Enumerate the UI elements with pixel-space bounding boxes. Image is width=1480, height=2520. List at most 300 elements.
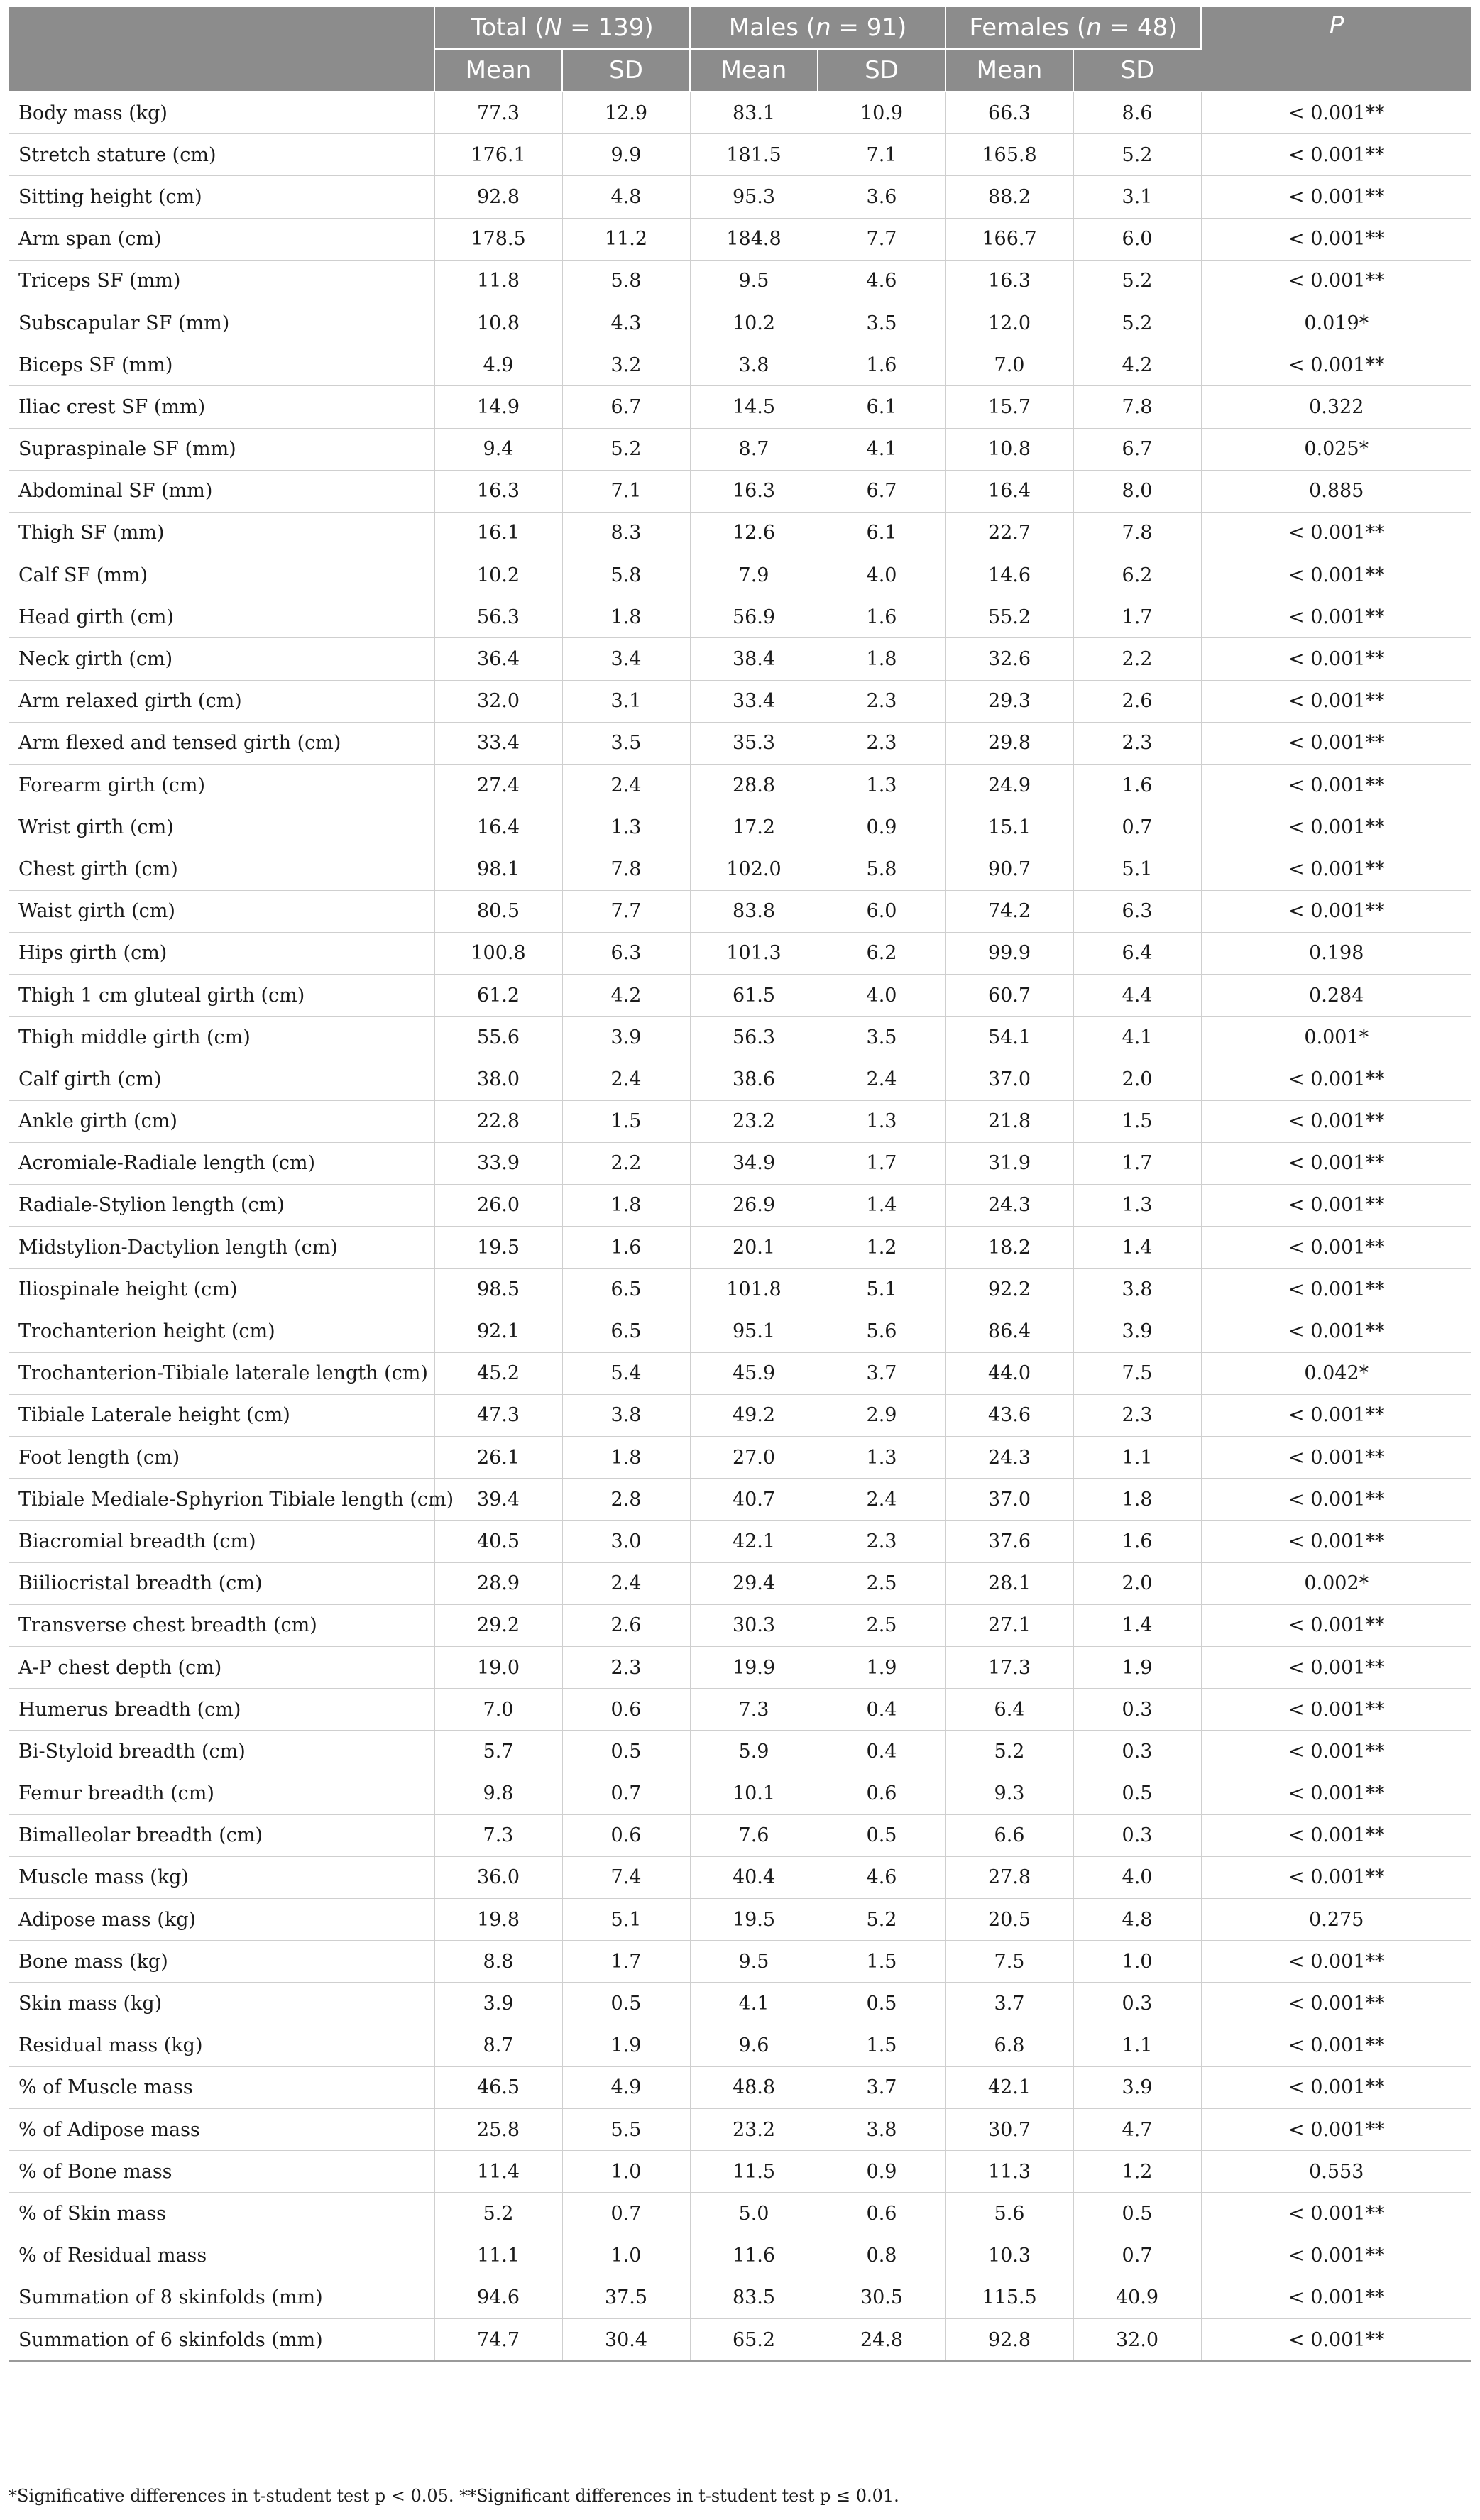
total-sd-cell: 2.4 — [562, 1058, 690, 1100]
total-sd-cell: 1.6 — [562, 1227, 690, 1269]
table-row — [9, 2066, 1471, 2108]
row-label-cell: Subscapular SF (mm) — [9, 302, 434, 344]
header-group-total: Total (N = 139) — [434, 7, 690, 49]
total-sd-cell: 7.8 — [562, 848, 690, 890]
females-sd-cell: 1.4 — [1073, 1604, 1201, 1646]
header-total-sd: SD — [562, 49, 690, 92]
total-mean-cell: 8.7 — [434, 2025, 562, 2066]
males-sd-cell: 2.9 — [818, 1394, 945, 1436]
total-sd-cell: 7.1 — [562, 470, 690, 512]
males-sd-cell: 0.4 — [818, 1731, 945, 1773]
table-row — [9, 2151, 1471, 2193]
total-mean-cell: 4.9 — [434, 344, 562, 386]
females-sd-cell: 1.1 — [1073, 1437, 1201, 1479]
total-sd-cell: 3.0 — [562, 1521, 690, 1562]
total-sd-cell: 9.9 — [562, 134, 690, 176]
p-value-cell: < 0.001** — [1201, 260, 1471, 302]
row-label-cell: Triceps SF (mm) — [9, 260, 434, 302]
males-sd-cell: 1.5 — [818, 2025, 945, 2066]
females-sd-cell: 1.2 — [1073, 2151, 1201, 2193]
females-sd-cell: 3.9 — [1073, 1310, 1201, 1352]
females-mean-cell: 21.8 — [945, 1100, 1073, 1142]
males-sd-cell: 2.5 — [818, 1562, 945, 1604]
total-sd-cell: 1.8 — [562, 1184, 690, 1226]
row-label-cell: Stretch stature (cm) — [9, 134, 434, 176]
females-sd-cell: 4.8 — [1073, 1899, 1201, 1941]
females-sd-cell: 5.2 — [1073, 260, 1201, 302]
row-label-cell: Summation of 8 skinfolds (mm) — [9, 2277, 434, 2318]
table-row — [9, 932, 1471, 974]
males-sd-cell: 1.9 — [818, 1646, 945, 1688]
p-value-cell: 0.275 — [1201, 1899, 1471, 1941]
row-label-cell: % of Muscle mass — [9, 2066, 434, 2108]
total-sd-cell: 4.9 — [562, 2066, 690, 2108]
females-sd-cell: 4.2 — [1073, 344, 1201, 386]
males-sd-cell: 0.9 — [818, 806, 945, 848]
total-mean-cell: 19.8 — [434, 1899, 562, 1941]
row-label-cell: Abdominal SF (mm) — [9, 470, 434, 512]
p-value-cell: < 0.001** — [1201, 134, 1471, 176]
header-females-sd: SD — [1073, 49, 1201, 92]
p-value-cell: < 0.001** — [1201, 1437, 1471, 1479]
total-mean-cell: 55.6 — [434, 1017, 562, 1058]
females-mean-cell: 15.1 — [945, 806, 1073, 848]
females-sd-cell: 0.5 — [1073, 1773, 1201, 1814]
row-label-cell: Tibiale Mediale-Sphyrion Tibiale length (cm) — [9, 1479, 434, 1521]
row-label-cell: Arm span (cm) — [9, 218, 434, 260]
p-value-cell: < 0.001** — [1201, 1856, 1471, 1898]
p-value-cell: < 0.001** — [1201, 1521, 1471, 1562]
females-mean-cell: 5.2 — [945, 1731, 1073, 1773]
females-sd-cell: 0.3 — [1073, 1689, 1201, 1731]
males-mean-cell: 28.8 — [690, 765, 818, 806]
table-row — [9, 638, 1471, 680]
row-label-cell: Biiliocristal breadth (cm) — [9, 1562, 434, 1604]
males-sd-cell: 3.7 — [818, 2066, 945, 2108]
header-blank-cell — [9, 7, 434, 92]
females-mean-cell: 9.3 — [945, 1773, 1073, 1814]
table-row — [9, 1731, 1471, 1773]
males-sd-cell: 7.7 — [818, 218, 945, 260]
table-row — [9, 302, 1471, 344]
females-mean-cell: 88.2 — [945, 176, 1073, 218]
total-sd-cell: 1.0 — [562, 2151, 690, 2193]
males-mean-cell: 48.8 — [690, 2066, 818, 2108]
females-sd-cell: 8.0 — [1073, 470, 1201, 512]
row-label-cell: Arm flexed and tensed girth (cm) — [9, 722, 434, 764]
females-mean-cell: 31.9 — [945, 1142, 1073, 1184]
total-mean-cell: 7.0 — [434, 1689, 562, 1731]
females-mean-cell: 14.6 — [945, 554, 1073, 596]
females-mean-cell: 37.0 — [945, 1479, 1073, 1521]
row-label-cell: Ankle girth (cm) — [9, 1100, 434, 1142]
females-mean-cell: 27.1 — [945, 1604, 1073, 1646]
total-sd-cell: 3.1 — [562, 680, 690, 722]
males-mean-cell: 42.1 — [690, 1521, 818, 1562]
table-row — [9, 1479, 1471, 1521]
males-sd-cell: 3.5 — [818, 1017, 945, 1058]
males-mean-cell: 9.5 — [690, 260, 818, 302]
males-sd-cell: 3.6 — [818, 176, 945, 218]
females-sd-cell: 4.4 — [1073, 974, 1201, 1016]
total-mean-cell: 33.4 — [434, 722, 562, 764]
table-row — [9, 2235, 1471, 2277]
males-sd-cell: 5.1 — [818, 1269, 945, 1310]
table-row — [9, 2193, 1471, 2235]
p-value-cell: < 0.001** — [1201, 554, 1471, 596]
females-mean-cell: 22.7 — [945, 512, 1073, 554]
table-row — [9, 2318, 1471, 2361]
females-mean-cell: 24.3 — [945, 1184, 1073, 1226]
table-row — [9, 1394, 1471, 1436]
males-mean-cell: 56.9 — [690, 596, 818, 638]
males-sd-cell: 2.4 — [818, 1479, 945, 1521]
total-mean-cell: 5.2 — [434, 2193, 562, 2235]
table-row — [9, 1310, 1471, 1352]
table-row — [9, 1269, 1471, 1310]
females-sd-cell: 2.3 — [1073, 722, 1201, 764]
p-value-cell: < 0.001** — [1201, 1604, 1471, 1646]
males-mean-cell: 19.5 — [690, 1899, 818, 1941]
females-sd-cell: 4.0 — [1073, 1856, 1201, 1898]
total-sd-cell: 4.2 — [562, 974, 690, 1016]
males-mean-cell: 7.9 — [690, 554, 818, 596]
males-sd-cell: 4.0 — [818, 554, 945, 596]
males-mean-cell: 35.3 — [690, 722, 818, 764]
total-mean-cell: 27.4 — [434, 765, 562, 806]
p-value-cell: < 0.001** — [1201, 1184, 1471, 1226]
males-mean-cell: 26.9 — [690, 1184, 818, 1226]
males-mean-cell: 20.1 — [690, 1227, 818, 1269]
females-sd-cell: 4.1 — [1073, 1017, 1201, 1058]
females-mean-cell: 20.5 — [945, 1899, 1073, 1941]
table-row — [9, 386, 1471, 428]
females-sd-cell: 3.8 — [1073, 1269, 1201, 1310]
males-sd-cell: 2.3 — [818, 722, 945, 764]
p-value-cell: < 0.001** — [1201, 2066, 1471, 2108]
females-sd-cell: 1.3 — [1073, 1184, 1201, 1226]
males-sd-cell: 10.9 — [818, 92, 945, 134]
total-sd-cell: 5.2 — [562, 428, 690, 470]
males-sd-cell: 5.8 — [818, 848, 945, 890]
total-sd-cell: 11.2 — [562, 218, 690, 260]
total-sd-cell: 2.2 — [562, 1142, 690, 1184]
males-sd-cell: 1.5 — [818, 1941, 945, 1983]
total-sd-cell: 0.7 — [562, 1773, 690, 1814]
males-mean-cell: 95.1 — [690, 1310, 818, 1352]
p-value-cell: < 0.001** — [1201, 806, 1471, 848]
females-mean-cell: 27.8 — [945, 1856, 1073, 1898]
females-mean-cell: 15.7 — [945, 386, 1073, 428]
total-mean-cell: 92.8 — [434, 176, 562, 218]
row-label-cell: A-P chest depth (cm) — [9, 1646, 434, 1688]
table-row — [9, 92, 1471, 134]
males-sd-cell: 24.8 — [818, 2318, 945, 2361]
total-mean-cell: 46.5 — [434, 2066, 562, 2108]
total-mean-cell: 176.1 — [434, 134, 562, 176]
row-label-cell: Trochanterion-Tibiale laterale length (cm) — [9, 1352, 434, 1394]
total-mean-cell: 56.3 — [434, 596, 562, 638]
total-mean-cell: 47.3 — [434, 1394, 562, 1436]
total-mean-cell: 38.0 — [434, 1058, 562, 1100]
row-label-cell: Arm relaxed girth (cm) — [9, 680, 434, 722]
table-row — [9, 974, 1471, 1016]
total-mean-cell: 19.0 — [434, 1646, 562, 1688]
males-mean-cell: 34.9 — [690, 1142, 818, 1184]
p-value-cell: < 0.001** — [1201, 218, 1471, 260]
total-sd-cell: 6.5 — [562, 1269, 690, 1310]
females-sd-cell: 8.6 — [1073, 92, 1201, 134]
table-row — [9, 1814, 1471, 1856]
header-group-females: Females (n = 48) — [945, 7, 1201, 49]
total-mean-cell: 11.4 — [434, 2151, 562, 2193]
table-row — [9, 2109, 1471, 2151]
table-row — [9, 1437, 1471, 1479]
males-mean-cell: 23.2 — [690, 1100, 818, 1142]
males-mean-cell: 16.3 — [690, 470, 818, 512]
p-value-cell: < 0.001** — [1201, 1142, 1471, 1184]
males-mean-cell: 49.2 — [690, 1394, 818, 1436]
males-mean-cell: 95.3 — [690, 176, 818, 218]
males-mean-cell: 10.1 — [690, 1773, 818, 1814]
total-sd-cell: 3.4 — [562, 638, 690, 680]
table-row — [9, 1017, 1471, 1058]
females-mean-cell: 29.8 — [945, 722, 1073, 764]
total-sd-cell: 5.5 — [562, 2109, 690, 2151]
males-mean-cell: 3.8 — [690, 344, 818, 386]
total-sd-cell: 2.4 — [562, 1562, 690, 1604]
males-mean-cell: 11.6 — [690, 2235, 818, 2277]
females-mean-cell: 29.3 — [945, 680, 1073, 722]
females-mean-cell: 37.6 — [945, 1521, 1073, 1562]
row-label-cell: Supraspinale SF (mm) — [9, 428, 434, 470]
males-mean-cell: 184.8 — [690, 218, 818, 260]
row-label-cell: Body mass (kg) — [9, 92, 434, 134]
total-sd-cell: 1.9 — [562, 2025, 690, 2066]
total-sd-cell: 1.5 — [562, 1100, 690, 1142]
females-sd-cell: 7.8 — [1073, 386, 1201, 428]
total-mean-cell: 98.5 — [434, 1269, 562, 1310]
males-mean-cell: 27.0 — [690, 1437, 818, 1479]
total-sd-cell: 12.9 — [562, 92, 690, 134]
p-value-cell: < 0.001** — [1201, 1814, 1471, 1856]
males-sd-cell: 1.8 — [818, 638, 945, 680]
p-value-cell: 0.025* — [1201, 428, 1471, 470]
p-value-cell: 0.019* — [1201, 302, 1471, 344]
females-sd-cell: 3.1 — [1073, 176, 1201, 218]
p-value-cell: < 0.001** — [1201, 2318, 1471, 2361]
males-sd-cell: 6.1 — [818, 386, 945, 428]
row-label-cell: Waist girth (cm) — [9, 890, 434, 932]
males-sd-cell: 3.7 — [818, 1352, 945, 1394]
table-body — [9, 92, 1471, 2361]
females-sd-cell: 5.1 — [1073, 848, 1201, 890]
total-sd-cell: 1.0 — [562, 2235, 690, 2277]
p-value-cell: < 0.001** — [1201, 1689, 1471, 1731]
females-sd-cell: 0.7 — [1073, 806, 1201, 848]
males-mean-cell: 83.5 — [690, 2277, 818, 2318]
table-row — [9, 806, 1471, 848]
females-mean-cell: 54.1 — [945, 1017, 1073, 1058]
males-mean-cell: 30.3 — [690, 1604, 818, 1646]
males-mean-cell: 45.9 — [690, 1352, 818, 1394]
total-mean-cell: 36.4 — [434, 638, 562, 680]
p-value-cell: < 0.001** — [1201, 1058, 1471, 1100]
p-value-cell: < 0.001** — [1201, 1310, 1471, 1352]
females-mean-cell: 28.1 — [945, 1562, 1073, 1604]
p-value-cell: < 0.001** — [1201, 1100, 1471, 1142]
total-sd-cell: 1.3 — [562, 806, 690, 848]
row-label-cell: Acromiale-Radiale length (cm) — [9, 1142, 434, 1184]
table-row — [9, 1184, 1471, 1226]
females-sd-cell: 1.8 — [1073, 1479, 1201, 1521]
total-mean-cell: 14.9 — [434, 386, 562, 428]
males-sd-cell: 1.3 — [818, 1437, 945, 1479]
row-label-cell: Residual mass (kg) — [9, 2025, 434, 2066]
total-mean-cell: 32.0 — [434, 680, 562, 722]
p-value-cell: < 0.001** — [1201, 1269, 1471, 1310]
total-mean-cell: 45.2 — [434, 1352, 562, 1394]
total-sd-cell: 0.5 — [562, 1731, 690, 1773]
table-row — [9, 260, 1471, 302]
females-mean-cell: 16.4 — [945, 470, 1073, 512]
females-sd-cell: 5.2 — [1073, 302, 1201, 344]
males-mean-cell: 5.9 — [690, 1731, 818, 1773]
table-row — [9, 680, 1471, 722]
females-mean-cell: 74.2 — [945, 890, 1073, 932]
females-mean-cell: 12.0 — [945, 302, 1073, 344]
row-label-cell: Iliac crest SF (mm) — [9, 386, 434, 428]
females-mean-cell: 37.0 — [945, 1058, 1073, 1100]
row-label-cell: Bimalleolar breadth (cm) — [9, 1814, 434, 1856]
males-sd-cell: 0.4 — [818, 1689, 945, 1731]
p-value-cell: < 0.001** — [1201, 1941, 1471, 1983]
males-sd-cell: 1.3 — [818, 1100, 945, 1142]
males-mean-cell: 102.0 — [690, 848, 818, 890]
total-mean-cell: 28.9 — [434, 1562, 562, 1604]
females-mean-cell: 92.8 — [945, 2318, 1073, 2361]
p-value-cell: < 0.001** — [1201, 1394, 1471, 1436]
females-mean-cell: 55.2 — [945, 596, 1073, 638]
p-value-cell: 0.885 — [1201, 470, 1471, 512]
row-label-cell: Head girth (cm) — [9, 596, 434, 638]
row-label-cell: Biceps SF (mm) — [9, 344, 434, 386]
total-sd-cell: 4.8 — [562, 176, 690, 218]
table-row — [9, 765, 1471, 806]
row-label-cell: Neck girth (cm) — [9, 638, 434, 680]
males-sd-cell: 0.6 — [818, 2193, 945, 2235]
total-mean-cell: 40.5 — [434, 1521, 562, 1562]
table-row — [9, 1689, 1471, 1731]
females-mean-cell: 18.2 — [945, 1227, 1073, 1269]
table-row — [9, 1604, 1471, 1646]
table-row — [9, 848, 1471, 890]
row-label-cell: Wrist girth (cm) — [9, 806, 434, 848]
females-sd-cell: 6.2 — [1073, 554, 1201, 596]
table-row — [9, 890, 1471, 932]
females-sd-cell: 6.3 — [1073, 890, 1201, 932]
males-sd-cell: 6.1 — [818, 512, 945, 554]
males-sd-cell: 5.6 — [818, 1310, 945, 1352]
total-sd-cell: 6.5 — [562, 1310, 690, 1352]
males-mean-cell: 101.8 — [690, 1269, 818, 1310]
total-sd-cell: 2.6 — [562, 1604, 690, 1646]
males-sd-cell: 7.1 — [818, 134, 945, 176]
table-footnote: *Significative differences in t-student test p < 0.05. **Significant differences in t-student test p ≤ 0.01. — [9, 2486, 899, 2506]
females-mean-cell: 10.8 — [945, 428, 1073, 470]
females-sd-cell: 0.7 — [1073, 2235, 1201, 2277]
row-label-cell: Chest girth (cm) — [9, 848, 434, 890]
row-label-cell: Midstylion-Dactylion length (cm) — [9, 1227, 434, 1269]
row-label-cell: Biacromial breadth (cm) — [9, 1521, 434, 1562]
females-sd-cell: 2.2 — [1073, 638, 1201, 680]
row-label-cell: Adipose mass (kg) — [9, 1899, 434, 1941]
total-sd-cell: 1.8 — [562, 596, 690, 638]
total-mean-cell: 11.1 — [434, 2235, 562, 2277]
row-label-cell: Radiale-Stylion length (cm) — [9, 1184, 434, 1226]
females-mean-cell: 5.6 — [945, 2193, 1073, 2235]
males-mean-cell: 29.4 — [690, 1562, 818, 1604]
table-row — [9, 470, 1471, 512]
males-mean-cell: 83.8 — [690, 890, 818, 932]
total-mean-cell: 8.8 — [434, 1941, 562, 1983]
p-value-cell: < 0.001** — [1201, 2109, 1471, 2151]
females-mean-cell: 6.4 — [945, 1689, 1073, 1731]
males-sd-cell: 2.3 — [818, 680, 945, 722]
table-row — [9, 428, 1471, 470]
row-label-cell: % of Bone mass — [9, 2151, 434, 2193]
total-mean-cell: 61.2 — [434, 974, 562, 1016]
total-sd-cell: 7.7 — [562, 890, 690, 932]
p-value-cell: < 0.001** — [1201, 890, 1471, 932]
p-value-cell: < 0.001** — [1201, 2025, 1471, 2066]
p-value-cell: < 0.001** — [1201, 92, 1471, 134]
males-mean-cell: 17.2 — [690, 806, 818, 848]
p-value-cell: < 0.001** — [1201, 512, 1471, 554]
females-sd-cell: 4.7 — [1073, 2109, 1201, 2151]
p-value-cell: < 0.001** — [1201, 1646, 1471, 1688]
males-sd-cell: 6.7 — [818, 470, 945, 512]
table-row — [9, 176, 1471, 218]
females-mean-cell: 44.0 — [945, 1352, 1073, 1394]
row-label-cell: Sitting height (cm) — [9, 176, 434, 218]
row-label-cell: Hips girth (cm) — [9, 932, 434, 974]
total-mean-cell: 80.5 — [434, 890, 562, 932]
table-row — [9, 218, 1471, 260]
table-row — [9, 722, 1471, 764]
total-mean-cell: 16.3 — [434, 470, 562, 512]
total-sd-cell: 3.5 — [562, 722, 690, 764]
total-sd-cell: 37.5 — [562, 2277, 690, 2318]
total-sd-cell: 1.8 — [562, 1437, 690, 1479]
p-value-cell: 0.553 — [1201, 2151, 1471, 2193]
total-sd-cell: 3.2 — [562, 344, 690, 386]
total-mean-cell: 33.9 — [434, 1142, 562, 1184]
total-mean-cell: 9.4 — [434, 428, 562, 470]
females-mean-cell: 7.0 — [945, 344, 1073, 386]
header-total-mean: Mean — [434, 49, 562, 92]
males-mean-cell: 83.1 — [690, 92, 818, 134]
males-mean-cell: 101.3 — [690, 932, 818, 974]
p-value-cell: 0.284 — [1201, 974, 1471, 1016]
males-sd-cell: 1.6 — [818, 344, 945, 386]
row-label-cell: Tibiale Laterale height (cm) — [9, 1394, 434, 1436]
females-mean-cell: 165.8 — [945, 134, 1073, 176]
total-sd-cell: 6.7 — [562, 386, 690, 428]
females-mean-cell: 166.7 — [945, 218, 1073, 260]
females-mean-cell: 3.7 — [945, 1983, 1073, 2025]
females-mean-cell: 24.3 — [945, 1437, 1073, 1479]
